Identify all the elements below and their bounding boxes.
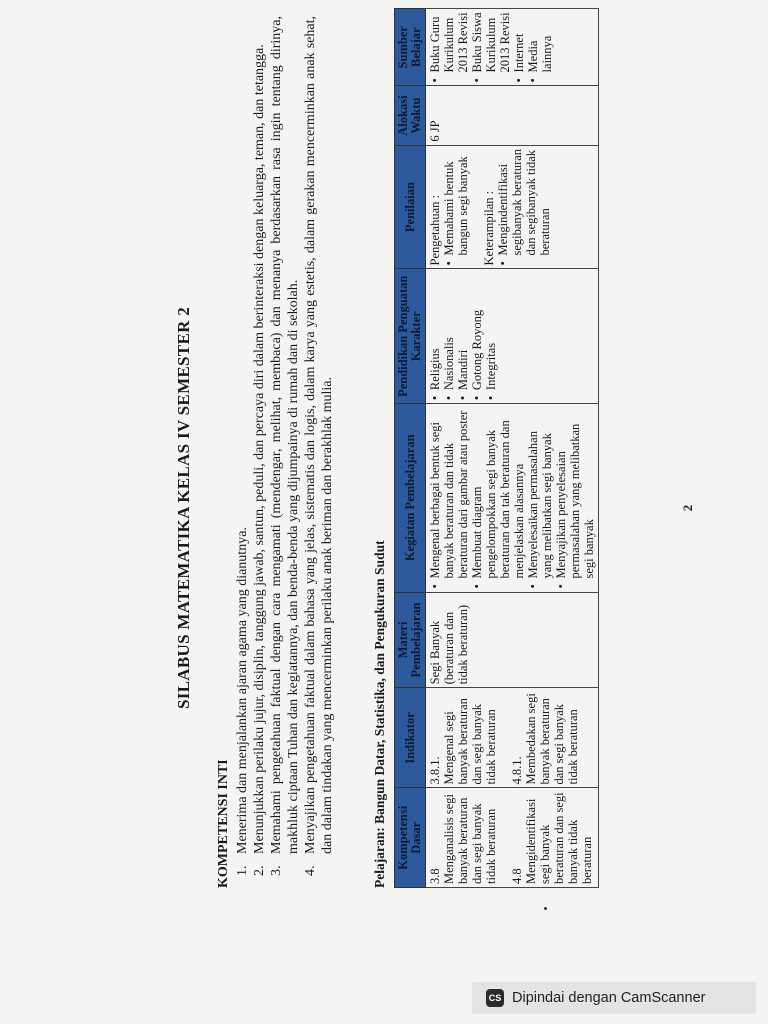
ki-item: 2. Menunjukkan perilaku jujur, disiplin, tanggung jawab, santun, peduli, dan percaya diri dalam berinteraksi dengan keluarga, teman, dan tetangga.	[252, 44, 267, 876]
header-sumber: Sumber Belajar	[395, 9, 426, 86]
pelajaran-label: Pelajaran: Bangun Datar, Statistika, dan Pengukuran Sudut	[372, 540, 387, 888]
cell-penilaian: Pengetahuan : • Memahami bentuk bangun segi banyak Keterampilan : • Mengindentifikasi segibanyak beraturan dan segibanyak tidak beraturan	[426, 145, 599, 269]
header-kd: Kompetensi Dasar	[395, 788, 426, 888]
cell-alokasi: 6 JP	[426, 86, 599, 145]
ki-heading: KOMPETENSI INTI	[216, 759, 231, 888]
ki-item: 1. Menerima dan menjalankan ajaran agama yang dianutnya.	[235, 527, 250, 876]
rotated-page	[54, 8, 714, 1008]
header-penilaian: Penilaian	[395, 145, 426, 269]
header-alokasi: Alokasi Waktu	[395, 86, 426, 145]
header-pendidikan: Pendidikan Penguatan Karakter	[395, 269, 426, 404]
table-row	[426, 9, 599, 888]
camscanner-badge	[472, 982, 756, 1014]
cell-kd: 3.8 Menganalisis segi banyak beraturan dan segi banyak tidak beraturan 4.8 Mengidentifikasi segi banyak beraturan dan segi banyak tidak beraturan	[426, 788, 599, 888]
scan-speck	[544, 907, 547, 910]
cell-pendidikan: • Religius • Nasionalis • Mandiri • Gotong Royong • Integritas	[426, 269, 599, 404]
camscanner-label: Dipindai dengan CamScanner	[512, 990, 706, 1006]
ki-item: 4. Menyajikan pengetahuan faktual dalam bahasa yang jelas, sistematis dan logis, dalam karya yang estetis, dalam gerakan mencerminkan anak sehat, dan dalam tindakan yang mencerminkan perilaku anak beriman dan berakhlak mulia.	[303, 16, 335, 876]
table-header-row	[395, 9, 426, 888]
camscanner-logo-icon: CS	[486, 989, 504, 1007]
header-indikator: Indikator	[395, 688, 426, 788]
syllabus-table	[394, 8, 599, 888]
document-title: SILABUS MATEMATIKA KELAS IV SEMESTER 2	[174, 306, 193, 710]
ki-item: 3. Memahami pengetahuan faktual dengan cara mengamati (mendengar, melihat, membaca) dan menanya berdasarkan rasa ingin tentang dirinya, makhluk ciptaan Tuhan dan kegiatannya, dan benda-benda yang dijumpainya di rumah dan di sekolah.	[269, 16, 301, 876]
cell-indikator: 3.8.1. Mengenal segi banyak beraturan dan segi banyak tidak beraturan 4.8.1. Membedakan segi banyak beraturan dan segi banyak tidak beraturan	[426, 688, 599, 788]
cell-materi: Segi Banyak (beraturan dan tidak beraturan)	[426, 592, 599, 688]
header-materi: Materi Pembelajaran	[395, 592, 426, 688]
page-number: 2	[680, 504, 695, 512]
cell-sumber: • Buku Guru Kurikulum 2013 Revisi • Buku Siswa Kurikulum 2013 Revisi • Internet • Media lainnya	[426, 9, 599, 86]
cell-kegiatan: • Mengenal berbagai bentuk segi banyak beraturan dan tidak beraturan dari gambar atau poster • Membuat diagram pengelompokkan segi banyak beraturan dan tak beraturan dan menjelaskan alasannya • Menyelesaikan permasalahan yang melibatkan segi banyak • Menyajikan penyelesaian permasalahan yang melibatkan segi banyak	[426, 404, 599, 592]
header-kegiatan: Kegiatan Pembelajaran	[395, 404, 426, 592]
ki-list	[234, 16, 336, 876]
